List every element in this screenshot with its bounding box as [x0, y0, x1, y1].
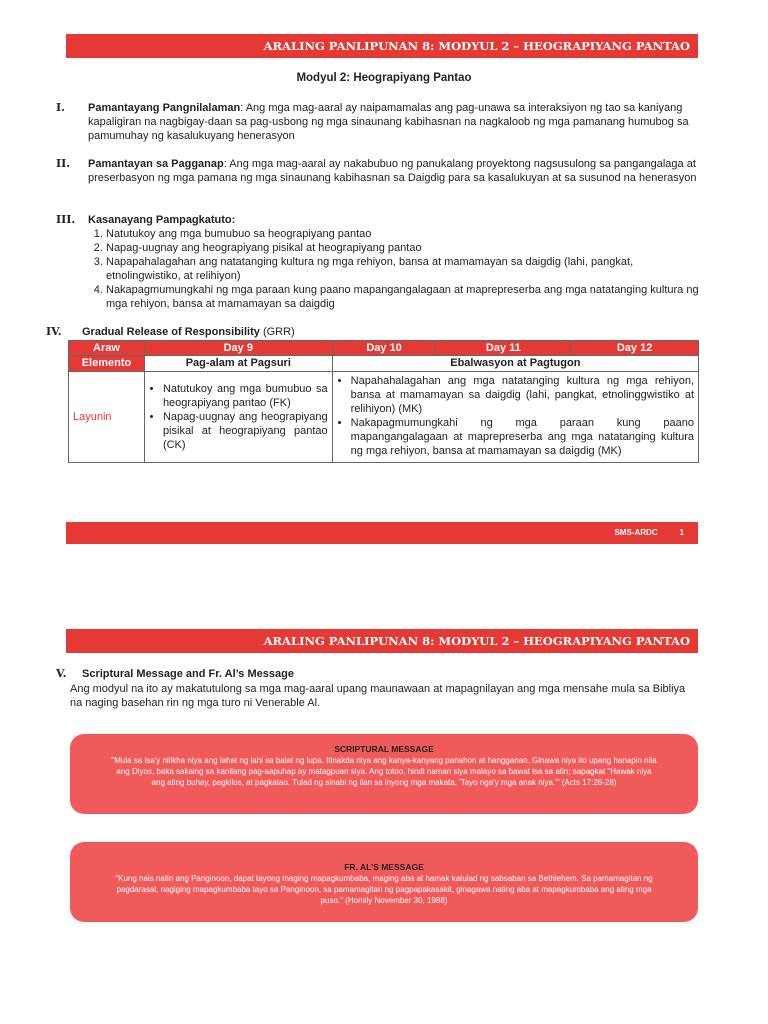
section-heading: Kasanayang Pampagkatuto: [88, 214, 236, 226]
page1-header-banner: ARALING PANLIPUNAN 8: MODYUL 2 – HEOGRAPIYANG PANTAO [66, 34, 698, 58]
competency-list [88, 227, 706, 311]
header-cell: Araw [69, 341, 145, 356]
section-number: I. [56, 101, 65, 114]
header-cell: Day 10 [332, 341, 436, 356]
list-item: 2. Napag-uugnay ang heograpiyang pisikal at heograpiyang pantao [106, 241, 706, 255]
section-heading: Pamantayan sa Pagganap [88, 158, 224, 170]
box-title: FR. AL’S MESSAGE [344, 862, 424, 872]
list-item: 4. Nakapagmumungkahi ng mga paraan kung paano mapangangalagaan at maprepreserba ang mga natatanging kultura ng mga rehiyon, bansa at mamamayan sa daigdig [106, 283, 706, 311]
list-item: 1. Natutukoy ang mga bumubuo sa heograpiyang pantao [106, 227, 706, 241]
footer-code: SMS-ARDC [614, 528, 658, 537]
header-cell: Day 9 [144, 341, 332, 356]
list-item: 3. Napapahalagahan ang natatanging kultura ng mga rehiyon, bansa at mamamayan sa daigdig (lahi, pangkat, etnolingwistiko, at relihiyon) [106, 255, 706, 283]
fr-al-message-box [70, 842, 698, 922]
header-cell: Day 11 [436, 341, 571, 356]
page1-footer [66, 522, 698, 544]
box-text: "Mula sa isa'y nilikha niya ang lahat ng lahi sa balat ng lupa. Itinakda niya ang kanya-kanyang panahon at hangganan. Ginawa niya ito upang hanapin nila ang Diyos, baka sakaing sa kanilang pag-aapuhap ay matagpuan siya. Ang totoo, hindi naman siya malayo sa bawat isa sa atin; sapagkat "Hawak niya ang ating buhay, pagkilos, at pagkatao. Tulad ng sinabi ng ilan sa inyong mga makata, 'Tayo nga'y mga anak niya.'" (Acts 17:26-28) [111, 756, 657, 787]
section-text: : Ang mga mag-aaral ay nakabubuo ng panukalang proyektong nagsusulong sa pangangalaga at preserbasyon ng mga pamana ng mga sinaunang kabihasnan sa Daigdig para sa kasalukuyan at sa susunod na henerasyon [88, 158, 697, 184]
page2-header-banner: ARALING PANLIPUNAN 8: MODYUL 2 – HEOGRAPIYANG PANTAO [66, 629, 698, 653]
box-title: SCRIPTURAL MESSAGE [334, 744, 434, 754]
list-item: • Nakapagmumungkahi ng mga paraan kung paano mapangangalagaan at maprepreserba ang mga natatanging kultura ng mga rehiyon, bansa at mamamayan sa daigdig (MK) [351, 416, 694, 458]
section-scriptural-message [56, 667, 706, 681]
phase-cell: Ebalwasyon at Pagtugon [332, 356, 698, 372]
section-number: V. [56, 667, 67, 680]
scriptural-message-box [70, 734, 698, 814]
section-suffix: (GRR) [259, 326, 295, 338]
section-number: II. [56, 157, 71, 170]
section-heading: Scriptural Message and Fr. Al’s Message [82, 668, 294, 680]
objectives-cell [144, 372, 332, 463]
header-cell: Day 12 [571, 341, 699, 356]
grr-table [68, 340, 699, 463]
section-intro [70, 682, 690, 710]
section-pamantayang-pangnilalaman [56, 101, 706, 143]
table-row [69, 356, 699, 372]
section-number: IV. [46, 325, 62, 338]
box-text: "Kung nais natin ang Panginoon, dapat tayong maging mapagkumbaba, maging aba at hamak katulad ng sabsaban sa Bethlehem. Sa pamamagitan ng pagdarasal, nagiging mapagkumbaba tayo sa Panginoon, sa pamamagitan ng pagpapakasakit, ginagawa nating aba at mapagkumbaba ang ating mga puso." (Homily November 30, 1988) [115, 874, 653, 905]
elemento-cell: Elemento [69, 356, 145, 372]
section-heading: Pamantayang Pangnilalaman [88, 102, 241, 114]
module-title: Modyul 2: Heograpiyang Pantao [296, 72, 472, 84]
section-grr [46, 325, 696, 339]
layunin-cell: Layunin [69, 372, 145, 463]
objectives-cell [332, 372, 698, 463]
phase-cell: Pag-alam at Pagsuri [144, 356, 332, 372]
section-heading: Gradual Release of Responsibility [82, 326, 260, 338]
section-number: III. [56, 213, 76, 226]
list-item: • Natutukoy ang mga bumubuo sa heograpiyang pantao (FK) [163, 382, 328, 410]
list-item: • Napahahalagahan ang mga natatanging kultura ng mga rehiyon, bansa at mamamayan sa daigdig (lahi, pangkat, etnolinggwistiko at relihiyon) (MK) [351, 374, 694, 416]
section-kasanayang-pampagkatuto [56, 213, 706, 311]
page-number: 1 [679, 528, 684, 537]
table-header-row [69, 341, 699, 356]
intro-text: Ang modyul na ito ay makatutulong sa mga mag-aaral upang maunawaan at mapagnilayan ang mga mensahe mula sa Bibliya na naging basehan rin ng mga turo ni Venerable Al. [70, 683, 686, 709]
section-text: : Ang mga mag-aaral ay naipamamalas ang pag-unawa sa interaksiyon ng tao sa kaniyang kapaligiran na nagbigay-daan sa pag-usbong ng mga sinaunang kabihasnan na nagkaloob ng mga pamanang humubog sa pamumuhay ng kasalukuyang henerasyon [88, 102, 689, 142]
section-pamantayan-sa-pagganap [56, 157, 706, 185]
list-item: • Napag-uugnay ang heograpiyang pisikal at heograpiyang pantao (CK) [163, 410, 328, 452]
table-row [69, 372, 699, 463]
